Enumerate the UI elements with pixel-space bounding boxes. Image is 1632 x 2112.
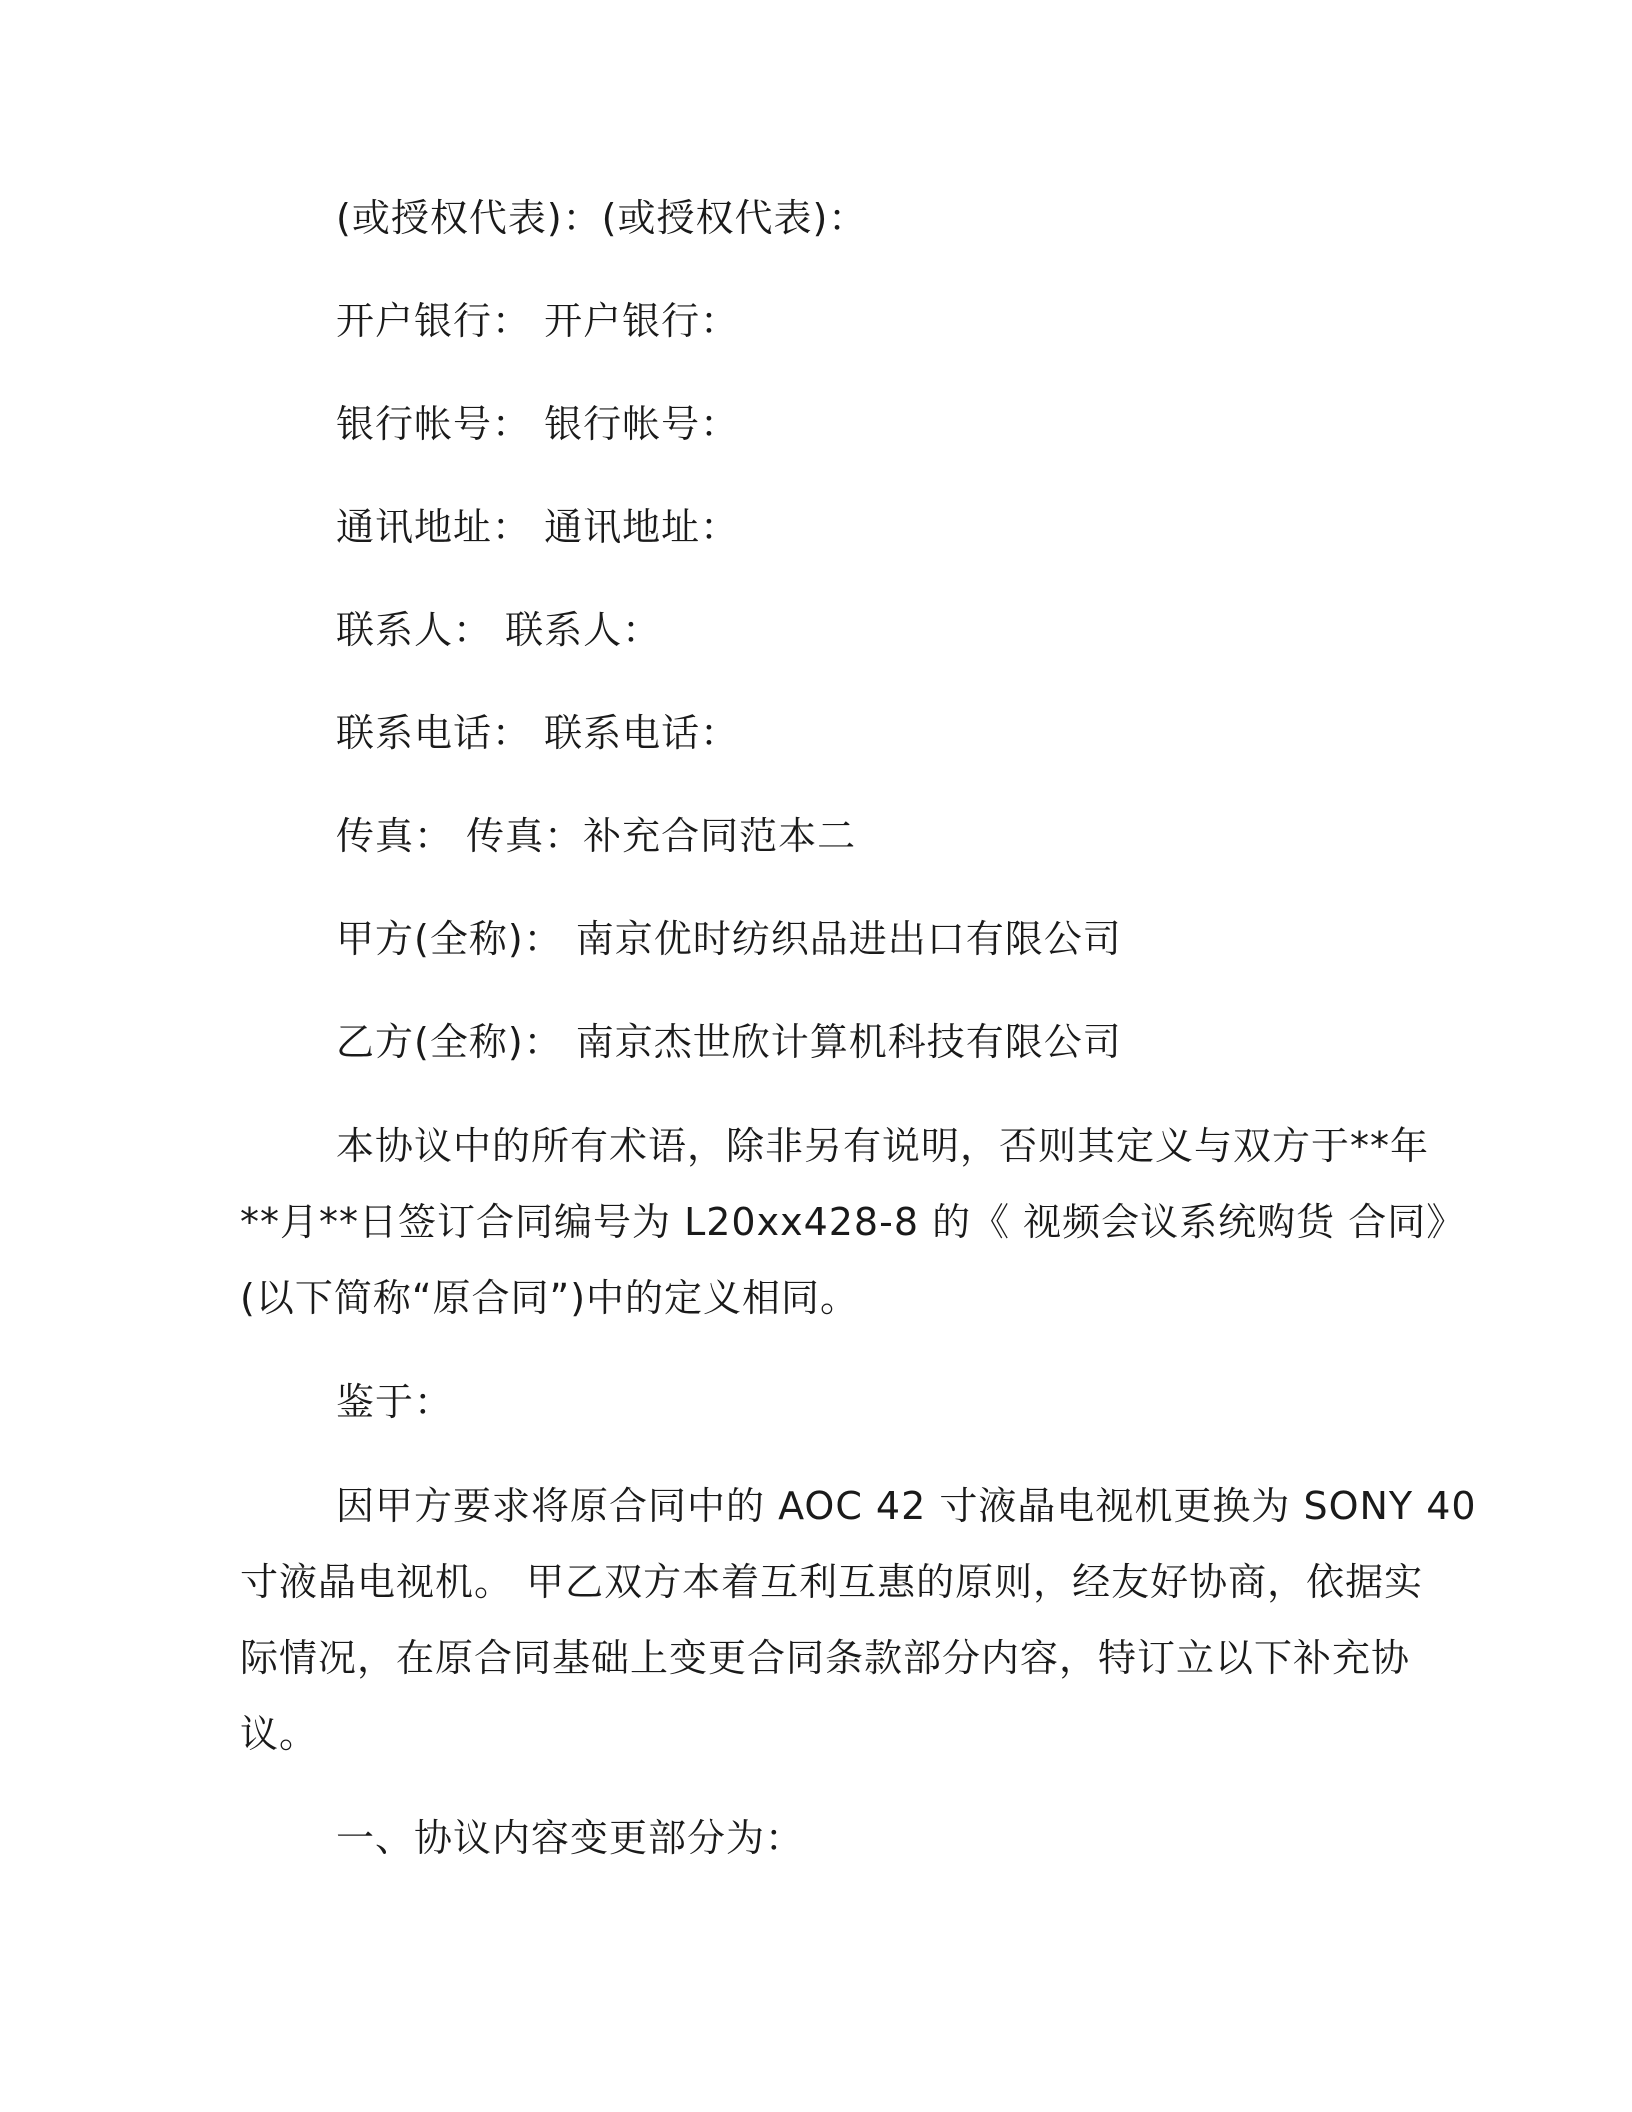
field-bank-account: 银行帐号： 银行帐号：	[336, 402, 740, 446]
section-heading: 一、协议内容变更部分为：	[336, 1816, 805, 1860]
whereas-line: 寸液晶电视机。 甲乙双方本着互利互惠的原则，经友好协商，依据实	[240, 1560, 1424, 1604]
field-address: 通讯地址： 通讯地址：	[336, 505, 740, 549]
field-bank: 开户银行： 开户银行：	[336, 299, 740, 343]
party-a: 甲方(全称)： 南京优时纺织品进出口有限公司	[336, 917, 1122, 961]
party-b: 乙方(全称)： 南京杰世欣计算机科技有限公司	[336, 1020, 1122, 1064]
whereas-paragraph	[240, 1468, 1477, 1772]
terms-line: 本协议中的所有术语，除非另有说明，否则其定义与双方于**年	[336, 1124, 1430, 1168]
field-fax: 传真： 传真：补充合同范本二	[336, 814, 857, 858]
terms-paragraph	[240, 1108, 1466, 1336]
terms-line: **月**日签订合同编号为 L20xx428-8 的《 视频会议系统购货 合同》	[240, 1200, 1466, 1244]
field-phone: 联系电话： 联系电话：	[336, 711, 740, 755]
terms-line: (以下简称“原合同”)中的定义相同。	[240, 1276, 860, 1320]
field-contact-person: 联系人： 联系人：	[336, 608, 662, 652]
field-authorized-representative: (或授权代表)：(或授权代表)：	[336, 196, 868, 240]
whereas-line: 议。	[240, 1712, 319, 1756]
whereas-line: 际情况，在原合同基础上变更合同条款部分内容，特订立以下补充协	[240, 1636, 1411, 1680]
whereas-line: 因甲方要求将原合同中的 AOC 42 寸液晶电视机更换为 SONY 40	[336, 1484, 1477, 1528]
whereas-label: 鉴于：	[336, 1380, 454, 1424]
